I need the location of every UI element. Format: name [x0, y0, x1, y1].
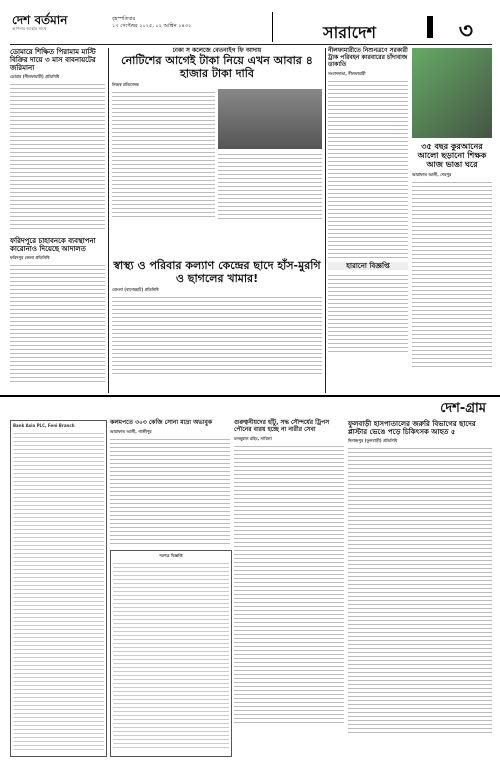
- section-divider: [427, 16, 433, 38]
- masthead-tagline: আপনার আস্থার সাথে: [12, 26, 47, 31]
- tender-ad-title: দরপত্র বিজ্ঞপ্তি: [159, 553, 183, 558]
- right-top-byline: সংবাদদাতা, নীলফামারী: [328, 70, 366, 76]
- bottom-left-story: [110, 420, 230, 546]
- bottom-left-byline: আরাফাত আলী, গাজীপুর: [110, 428, 152, 434]
- lead-body-col2: [218, 151, 322, 219]
- photo-story-body: [412, 179, 492, 369]
- bottom-right-headline: ফুলবাড়ী হাসপাতালের জরুরি বিভাগের ছাদের প্লাস্টার ভেঙে পড়ে চিকিৎসক আহত ৫: [348, 420, 476, 437]
- left-column: [10, 48, 105, 382]
- second-story: [112, 260, 322, 374]
- bottom-left-headline: কলমপতে ৩০৩ কেজি সোনা মাদ্রা অভাবুক: [110, 419, 213, 426]
- masthead-logo: দেশ বর্তমান: [12, 13, 68, 27]
- desh-gram-header: [0, 395, 500, 419]
- section-header: [272, 12, 493, 42]
- left-sub-headline: ফরিদপুরে চাহাবনকে ব্যবস্থাপনা কারোনাও দিয়েছে আদালত: [10, 237, 96, 254]
- second-body: [112, 294, 322, 374]
- photo-story: [412, 142, 492, 369]
- second-headline: স্বাস্থ্য ও পরিবার কল্যাণ কেন্দ্রের ছাদে হাঁস-মুরগি ও ছাগলের খামার!: [113, 259, 321, 285]
- left-headline: ডোমারে শিক্ষিত পিরামাম মাস্টি বিক্রির দায়ে ৩ মাস বাবনায়টের জরিমানা: [10, 48, 96, 73]
- second-byline: মোংলা (বাগেরহাট) প্রতিনিধি: [112, 287, 159, 293]
- bottom-mid-byline: মনজুরাল রহিম, সারিলা: [234, 435, 272, 441]
- bank-ad: [10, 420, 107, 757]
- tender-ad-body: [113, 560, 229, 750]
- bottom-mid-body: [234, 443, 344, 723]
- bottom-right-byline: দিনাজপুর (ফুলবাড়ী) প্রতিনিধি: [348, 438, 398, 444]
- lead-photo: [218, 89, 322, 149]
- lead-byline: নিজস্ব প্রতিবেদক: [112, 82, 139, 88]
- photo-story-byline: আরাফাত আলী, শেরপুর: [412, 171, 452, 177]
- left-byline: ডোমার (নীলফামারী) প্রতিনিধি: [10, 74, 60, 80]
- lead-story: [112, 48, 322, 219]
- date-block: [112, 16, 232, 30]
- left-body: [10, 81, 105, 231]
- lead-kicker: ঢাকা স কলেজে বেতনাইগ ফি আদায়: [172, 47, 262, 54]
- col-divider: [108, 48, 109, 393]
- bottom-left-body: [110, 436, 230, 546]
- header-rule: [10, 44, 492, 45]
- bank-ad-title: Bank Asia PLC, Feni Branch: [13, 423, 75, 428]
- right-top-body: [328, 78, 408, 258]
- bottom-mid-story: [234, 420, 344, 723]
- photo-story-headline: ৩৫ বছর কুরআনের আলো ছড়ানো শিক্ষক আজ ভাঙা ঘরে: [417, 142, 487, 170]
- section-title: সারাদেশ: [323, 23, 376, 42]
- lost-notice-title: হারানো বিজ্ঞপ্তি: [328, 262, 408, 270]
- lead-body-col1: [112, 89, 215, 219]
- date-day: বৃহস্পতিবার: [112, 16, 136, 22]
- tender-ad: [110, 550, 232, 757]
- desh-gram-title: দেশ-গ্রাম: [440, 401, 486, 416]
- photo-story-image: [412, 48, 492, 138]
- col-divider: [325, 48, 326, 393]
- bottom-mid-headline: গুরুত্বনীয়দের হাঁটু, সদ্ধ সৌন্দর্যের ট্রিপস পৌনের বারয় হচ্ছে না নারীর সেবা: [234, 419, 330, 433]
- right-top-story: [328, 48, 408, 352]
- date-full: ১৭ সেপ্টেম্বর ২০২৫, ০২ আশ্বিন ১৪৩২: [112, 23, 192, 29]
- left-sub-body: [10, 262, 105, 382]
- lead-headline: নোটিশের আগেই টাকা নিয়ে এখন আবার ৪ হাজার টাকা দাবি: [121, 53, 313, 80]
- lost-notice-body: [328, 272, 408, 352]
- bank-ad-body: [13, 430, 104, 750]
- left-sub-byline: ফরিদপুর জেলা প্রতিনিধি: [10, 255, 50, 261]
- right-top-headline: নীলফামারীতে নিশুনত্রণে সরকারী ট্রাক পরিবহন কারবারের চাঁদাবাজ ডাকাতি: [328, 47, 408, 68]
- bottom-right-story: [348, 420, 492, 735]
- page-number: ৩: [458, 19, 473, 44]
- masthead: [12, 14, 82, 40]
- bottom-right-body: [348, 445, 492, 735]
